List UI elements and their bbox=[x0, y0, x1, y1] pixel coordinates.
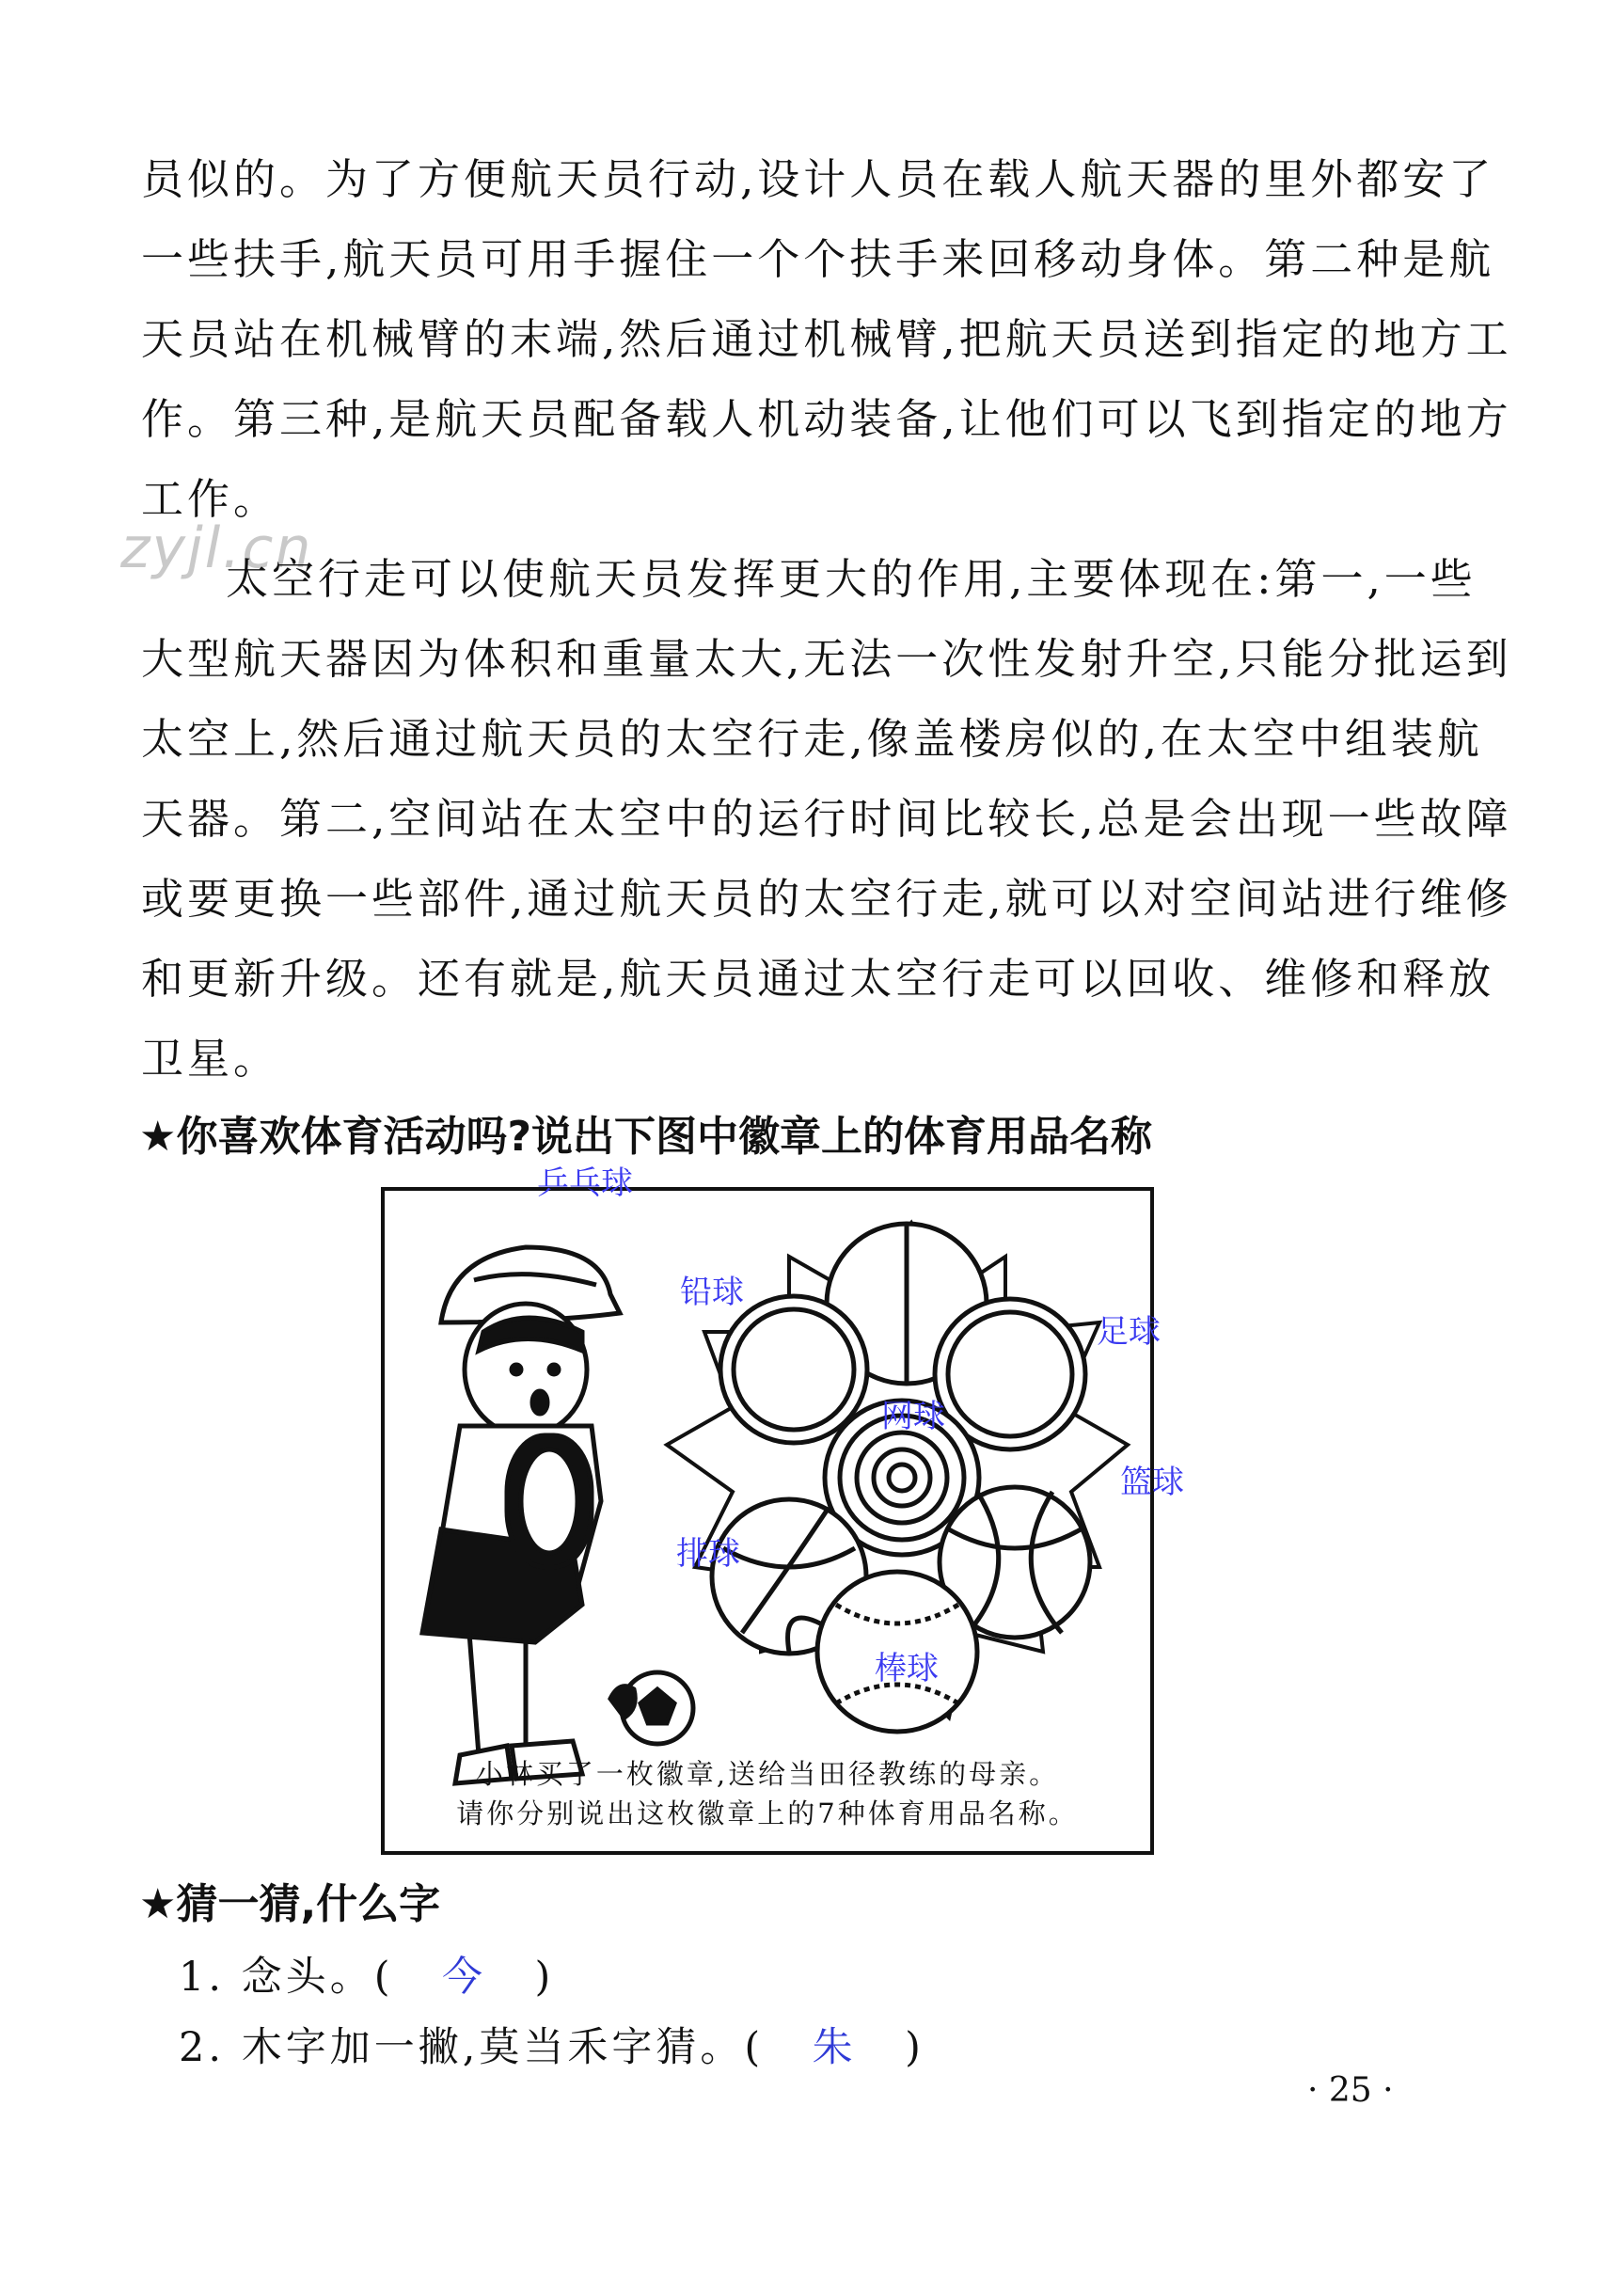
label-tennis: 网球 bbox=[881, 1398, 945, 1435]
text-line: 或要更换一些部件,通过航天员的太空行走,就可以对空间站进行维修 bbox=[141, 874, 1512, 924]
paragraph-2 bbox=[141, 539, 1512, 1099]
paragraph-1 bbox=[141, 139, 1512, 539]
text-line: 天器。第二,空间站在太空中的运行时间比较长,总是会出现一些故障 bbox=[141, 794, 1512, 844]
text-line: 大型航天器因为体积和重量太大,无法一次性发射升空,只能分批运到 bbox=[141, 634, 1512, 684]
badge-illustration bbox=[385, 1191, 1150, 1851]
page-number: · 25 · bbox=[1307, 2071, 1394, 2110]
figure-caption-line-2: 请你分别说出这枚徽章上的7种体育用品名称。 bbox=[456, 1797, 1079, 1829]
label-volleyball: 排球 bbox=[676, 1535, 740, 1573]
riddle-question-1 bbox=[179, 1945, 554, 2003]
text-line: 工作。 bbox=[141, 474, 280, 524]
text-line: 太空行走可以使航天员发挥更大的作用,主要体现在:第一,一些 bbox=[226, 554, 1477, 604]
text-line: 卫星。 bbox=[141, 1034, 280, 1084]
text-line: 员似的。为了方便航天员行动,设计人员在载人航天器的里外都安了 bbox=[141, 154, 1495, 204]
section-heading-riddles: ★猜一猜,什么字 bbox=[139, 1880, 441, 1928]
riddle-prefix: 1. 念头。( bbox=[179, 1954, 394, 2001]
riddle-suffix: ) bbox=[534, 1954, 555, 2001]
figure-caption-line-1: 小林买了一枚徽章,送给当田径教练的母亲。 bbox=[475, 1758, 1060, 1790]
text-line: 作。第三种,是航天员配备载人机动装备,让他们可以飞到指定的地方 bbox=[141, 394, 1512, 444]
label-pingpong: 乒乓球 bbox=[537, 1164, 633, 1202]
riddle-prefix: 2. 木字加一撇,莫当禾字猜。( bbox=[179, 2024, 765, 2071]
riddle-suffix: ) bbox=[905, 2024, 925, 2071]
text-line: 天员站在机械臂的末端,然后通过机械臂,把航天员送到指定的地方工 bbox=[141, 314, 1512, 364]
riddle-answer: 今 bbox=[441, 1954, 486, 2001]
text-line: 一些扶手,航天员可用手握住一个个扶手来回移动身体。第二种是航 bbox=[141, 234, 1495, 284]
badge-figure bbox=[381, 1164, 1184, 1855]
watermark: zyjl.cn bbox=[120, 515, 313, 581]
section-heading-sports: ★你喜欢体育活动吗?说出下图中徽章上的体育用品名称 bbox=[139, 1113, 1152, 1161]
riddle-answer: 朱 bbox=[812, 2024, 857, 2071]
label-baseball: 棒球 bbox=[875, 1650, 939, 1687]
label-football: 足球 bbox=[1097, 1313, 1161, 1351]
text-line: 和更新升级。还有就是,航天员通过太空行走可以回收、维修和释放 bbox=[141, 954, 1495, 1004]
label-basketball: 篮球 bbox=[1120, 1464, 1184, 1501]
label-shotput: 铅球 bbox=[680, 1274, 744, 1311]
riddle-question-2 bbox=[179, 2016, 925, 2073]
text-line: 太空上,然后通过航天员的太空行走,像盖楼房似的,在太空中组装航 bbox=[141, 714, 1483, 764]
child-figure bbox=[422, 1247, 693, 1783]
